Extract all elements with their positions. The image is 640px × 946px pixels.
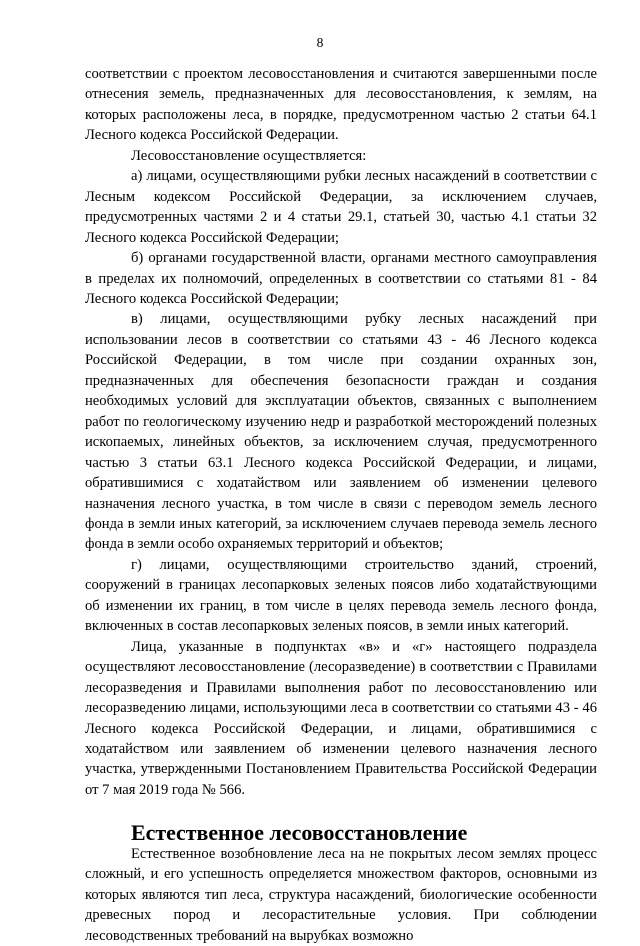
list-item-a: а) лицами, осуществляющими рубки лесных насаждений в соответствии с Лесным кодексом Российской Федерации, за исключением случаев, предусмотренных частями 2 и 4 статьи 29.1, статьей 30, частью 4.1 статьи 32 Лесного кодекса Российской Федерации;: [85, 168, 597, 246]
paragraph: Естественное возобновление леса на не покрытых лесом землях процесс сложный, и его успешность определяется множеством факторов, основными из которых являются тип леса, структура насаждений, биологические особенности древесных пород и лесорастительные условия. При соблюдении лесоводственных требований на вырубках возможно: [85, 845, 597, 944]
list-item-b: б) органами государственной власти, органами местного самоуправления в пределах их полномочий, определенных в соответствии со статьями 81 - 84 Лесного кодекса Российской Федерации;: [85, 250, 597, 307]
list-item-v: в) лицами, осуществляющими рубку лесных насаждений при использовании лесов в соответствии со статьями 43 - 46 Лесного кодекса Российской Федерации, в том числе при создании охранных зон, предназначенных для обеспечения безопасности граждан и создания необходимых условий для эксплуатации объектов, связанных с выполнением работ по геологическому изучению недр и разработкой месторождений полезных ископаемых, линейных объектов, за исключением случая, предусмотренного частью 3 статьи 63.1 Лесного кодекса Российской Федерации, и лицами, обратившимися с ходатайством или заявлением об изменении целевого назначения лесного участка, в том числе в связи с переводом земель лесного фонда в земли иных категорий, за исключением случаев перевода земель лесного фонда в земли особо охраняемых территорий и объектов;: [85, 311, 597, 553]
paragraph: соответствии с проектом лесовосстановления и считаются завершенными после отнесения земель, предназначенных для лесовосстановления, к землям, на которых расположены леса, в порядке, предусмотренном частью 2 статьи 64.1 Лесного кодекса Российской Федерации.: [85, 66, 597, 144]
list-item-g: г) лицами, осуществляющими строительство зданий, строений, сооружений в границах лесопарковых зеленых поясов либо ходатайствующими об изменении их границ, в том числе в целях перевода земель лесного фонда, включенных в состав лесопарковых зеленых поясов, в земли иных категорий.: [85, 556, 597, 635]
section-heading: Естественное лесовосстановление: [131, 820, 468, 846]
paragraph: Лица, указанные в подпунктах «в» и «г» настоящего подраздела осуществляют лесовосстановление (лесоразведение) в соответствии с Правилами лесоразведения и Правилами выполнения работ по лесовосстановлению или лесоразведению лицами, использующими леса в соответствии со статьями 43 - 46 Лесного кодекса Российской Федерации, и лицами, обратившимися с ходатайством или заявлением об изменении целевого назначения лесного участка, утвержденными Постановлением Правительства Российской Федерации от 7 мая 2019 года № 566.: [85, 638, 597, 798]
paragraph: Лесовосстановление осуществляется:: [131, 147, 367, 164]
page-number: 8: [316, 35, 324, 50]
document-body: [85, 64, 597, 946]
